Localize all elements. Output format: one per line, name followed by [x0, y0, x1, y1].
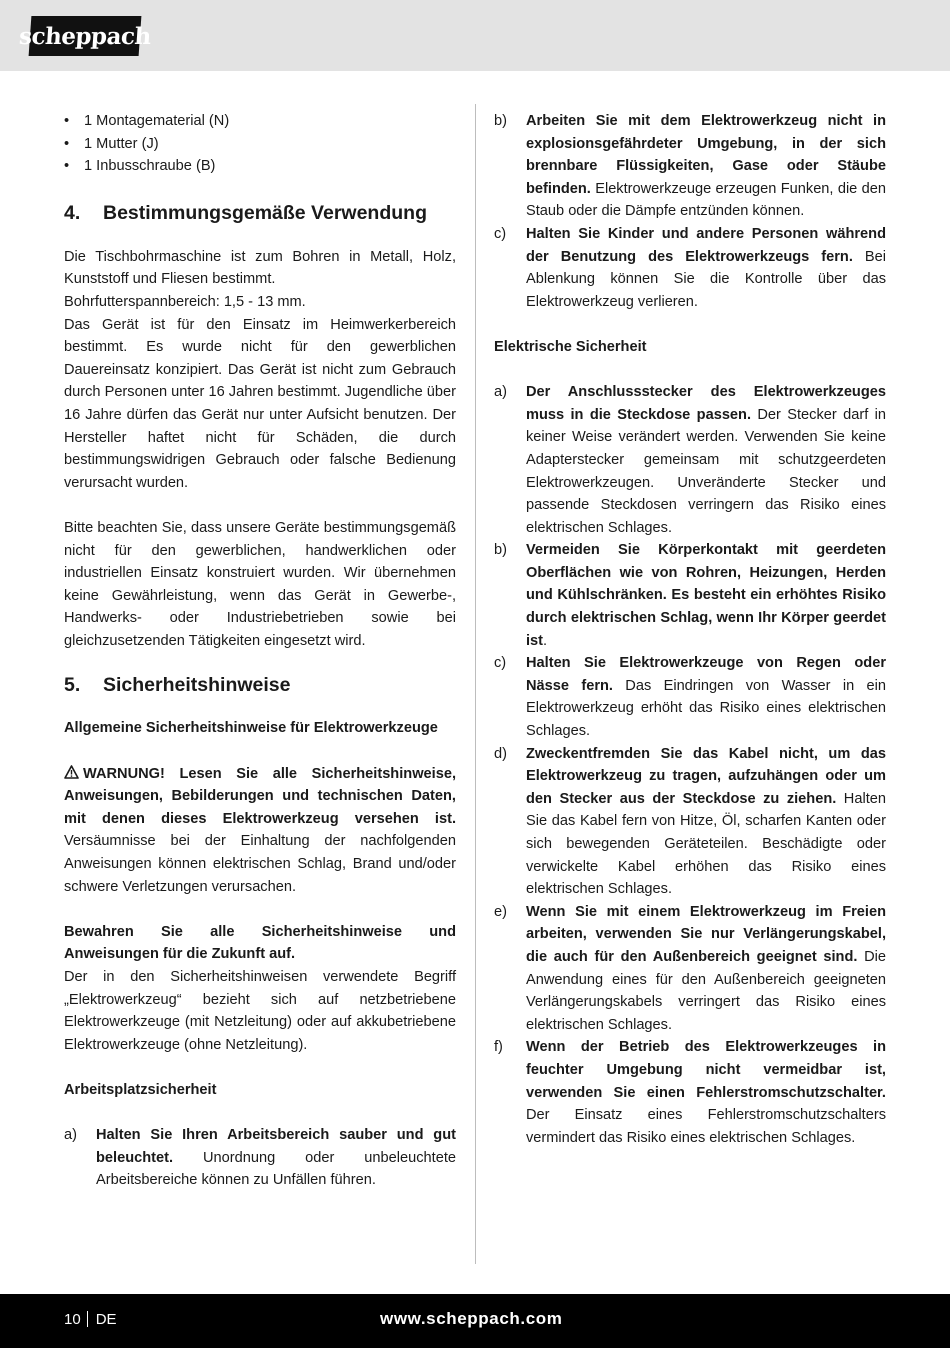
instruction-item [494, 1036, 886, 1149]
paragraph: Der in den Sicherheitshinweisen verwendete Begriff „Elektrowerkzeug“ bezieht sich auf netzbetriebene Elektrowerkzeuge (mit Netzleitung) oder auf akkubetriebene Elektrowerkzeuge (ohne Netzleitung). [64, 969, 456, 1053]
list-item: • 1 Mutter (J) [64, 133, 456, 156]
paragraph: Das Gerät ist für den Einsatz im Heimwerkerbereich bestimmt. Es wurde nicht für den gewerblichen Dauereinsatz konzipiert. Das Gerät ist nicht zum Gebrauch durch Personen unter 16 Jahren bestimmt. Jugendliche über 16 Jahre dürfen das Gerät nur unter Aufsicht benutzen. Der Hersteller haftet nicht für Schäden, die durch bestimmungswidrigen Gebrauch oder falsche Bedienung verursacht wurden. [64, 316, 456, 491]
item-text [526, 381, 886, 539]
item-body: Elektrowerkzeuge erzeugen Funken, die den Staub oder die Dämpfe entzünden können. [526, 180, 886, 220]
item-bold: Der Anschlussstecker des Elektrowerkzeuges muss in die Steckdose passen. [526, 384, 886, 423]
paragraph: Bohrfutterspannbereich: 1,5 - 13 mm. [64, 293, 306, 310]
item-bold: Halten Sie Elektrowerkzeuge von Regen oder Nässe fern. [526, 655, 886, 694]
item-text [526, 652, 886, 742]
item-bold: Wenn Sie mit einem Elektrowerkzeug im Freien arbeiten, verwenden Sie nur Verlängerungskabel, die auch für den Außenbereich geeignet sind. [526, 903, 886, 965]
parts-list [64, 110, 456, 178]
list-item: • 1 Montagematerial (N) [64, 110, 456, 133]
item-label: a) [64, 1127, 77, 1144]
language-code: DE [95, 1311, 117, 1328]
subheading: Allgemeine Sicherheitshinweise für Elektrowerkzeuge [64, 720, 438, 737]
warning-text: Versäumnisse bei der Einhaltung der nachfolgenden Anweisungen können elektrischen Schlag, Brand und/oder schwere Verletzungen verursachen. [64, 833, 456, 895]
item-bold: Wenn der Betrieb des Elektrowerkzeuges in feuchter Umgebung nicht vermeidbar ist, verwenden Sie einen Fehlerstromschutzschalter. [526, 1039, 886, 1101]
paragraph: Bitte beachten Sie, dass unsere Geräte bestimmungsgemäß nicht für den gewerblichen, handwerklichen oder industriellen Einsatz konstruiert wurden. Wir übernehmen keine Gewährleistung, wenn das Gerät in Gewerbe-, Handwerks- oder Industriebetrieben sowie bei gleichzusetzenden Tätigkeiten eingesetzt wird. [64, 519, 456, 649]
item-label: c) [494, 225, 507, 242]
item-body: Der Einsatz eines Fehlerstromschutzschalters vermindert das Risiko eines elektrischen Schlages. [526, 1107, 886, 1146]
item-body: Die Anwendung eines für den Außenbereich geeigneten Verlängerungskabels verringert das Risiko eines elektrischen Schlages. [526, 948, 886, 1033]
scheppach-logo: scheppach [29, 16, 142, 56]
item-bold: Halten Sie Kinder und andere Personen während der Benutzung des Elektrowerkzeugs fern. [526, 225, 886, 265]
item-label: b) [494, 113, 507, 129]
paragraph: Die Tischbohrmaschine ist zum Bohren in Metall, Holz, Kunststoff und Fliesen bestimmt. [64, 248, 456, 288]
left-column [64, 110, 456, 1192]
instruction-item [494, 743, 886, 901]
item-body: Das Eindringen von Wasser in ein Elektrowerkzeug erhöht das Risiko eines elektrischen Schlages. [526, 677, 886, 740]
section-5-heading [64, 672, 456, 698]
item-label: d) [494, 745, 507, 762]
item-label: e) [494, 903, 507, 920]
item-text [526, 110, 886, 223]
item-body: . [543, 632, 548, 649]
item-text [526, 539, 886, 652]
separator [87, 1311, 88, 1327]
item-body: Der Stecker darf in keiner Weise verändert werden. Verwenden Sie keine Adapterstecker gemeinsam mit schutzgeerdeten Elektrowerkzeugen. Unveränderte Stecker und passende Steckdosen verringern das Risiko eines elektrischen Schlages. [526, 406, 886, 536]
list-item: • 1 Inbusschraube (B) [64, 155, 456, 178]
section-title: Sicherheitshinweise [103, 674, 291, 697]
instruction-item [494, 223, 886, 313]
instruction-item [494, 381, 886, 539]
item-bold: Vermeiden Sie Körperkontakt mit geerdeten Oberflächen wie von Rohren, Heizungen, Herden und Kühlschränken. Es besteht ein erhöhtes Risiko durch elektrischen Schlag, wenn Ihr Körper geerdet ist [526, 542, 886, 649]
item-label: c) [494, 655, 507, 672]
warning-triangle-icon [64, 765, 79, 779]
warning-paragraph [64, 763, 456, 899]
warning-bold: WARNUNG! Lesen Sie alle Sicherheitshinweise, Anweisungen, Bebilderungen und technischen Daten, mit denen dieses Elektrowerkzeug versehen ist. [64, 765, 456, 827]
item-text [526, 223, 886, 313]
section-number: 5. [64, 674, 81, 697]
page-num: 10 [64, 1311, 81, 1328]
item-body: Halten Sie das Kabel fern von Hitze, Öl, scharfen Kanten oder sich bewegenden Geräteteilen. Beschädigte oder verwickelte Kabel erhöhen das Risiko eines elektrischen Schlages. [526, 790, 886, 898]
page-number [64, 1311, 117, 1328]
subheading: Elektrische Sicherheit [494, 338, 647, 355]
website-url[interactable]: www.scheppach.com [380, 1309, 563, 1328]
right-column [494, 110, 886, 1149]
item-bold: Halten Sie Ihren Arbeitsbereich sauber und gut beleuchtet. [96, 1127, 456, 1166]
section-number: 4. [64, 201, 81, 224]
item-label: b) [494, 542, 507, 559]
item-text [526, 1036, 886, 1149]
section-title: Bestimmungsgemäße Verwendung [103, 201, 427, 224]
instruction-item [64, 1124, 456, 1192]
section-4-heading [64, 200, 456, 226]
instruction-item [494, 110, 886, 223]
subheading: Arbeitsplatzsicherheit [64, 1081, 217, 1098]
page-header [0, 0, 950, 71]
instruction-item [494, 539, 886, 652]
item-bold: Arbeiten Sie mit dem Elektrowerkzeug nicht in explosionsgefährdeter Umgebung, in der sich brennbare Flüssigkeiten, Gase oder Stäube befinden. [526, 113, 886, 197]
item-body: Unordnung oder unbeleuchtete Arbeitsbereiche können zu Unfällen führen. [96, 1149, 456, 1189]
column-divider [475, 104, 476, 1264]
item-text [526, 901, 886, 1037]
item-bold: Zweckentfremden Sie das Kabel nicht, um das Elektrowerkzeug zu tragen, aufzuhängen oder um den Stecker aus der Steckdose zu ziehen. [526, 745, 886, 807]
instruction-item [494, 901, 886, 1037]
item-label: f) [494, 1039, 503, 1056]
item-text [526, 743, 886, 901]
item-text [96, 1124, 456, 1192]
item-body: Bei Ablenkung können Sie die Kontrolle über das Elektrowerkzeug verlieren. [526, 248, 887, 310]
keep-instructions-bold: Bewahren Sie alle Sicherheitshinweise und Anweisungen für die Zukunft auf. [64, 923, 456, 963]
page-footer [0, 1294, 950, 1348]
item-label: a) [494, 384, 507, 401]
instruction-item [494, 652, 886, 742]
